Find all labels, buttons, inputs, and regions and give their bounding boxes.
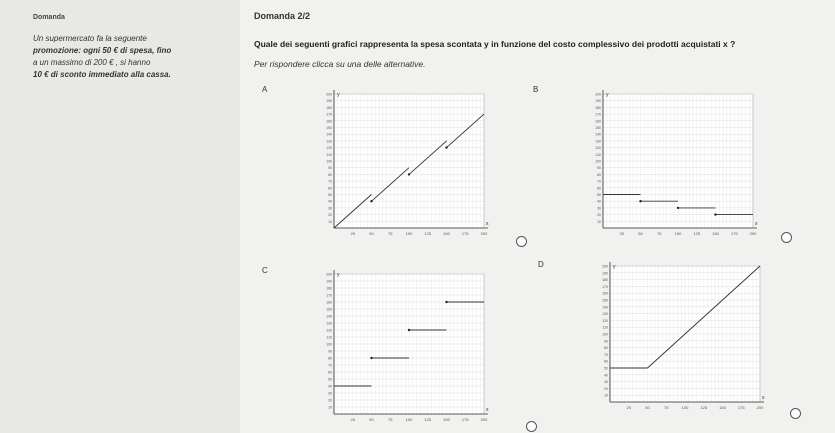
y-tick-label: 180	[326, 105, 332, 110]
y-tick-label: 180	[602, 278, 608, 283]
y-tick-label: 30	[597, 206, 601, 211]
y-tick-label: 60	[604, 359, 608, 364]
option-b-radio[interactable]	[781, 232, 792, 243]
option-a-graph[interactable]	[314, 84, 494, 244]
segment-endpoint	[408, 173, 410, 175]
y-tick-label: 80	[328, 172, 332, 177]
x-tick-label: 25	[626, 405, 631, 410]
y-tick-label: 140	[326, 132, 332, 137]
y-tick-label: 80	[597, 172, 601, 177]
x-tick-label: 200	[756, 405, 764, 410]
y-tick-label: 150	[595, 126, 601, 130]
x-tick-label: 100	[681, 405, 689, 410]
y-tick-label: 10	[328, 219, 332, 224]
y-tick-label: 20	[328, 398, 332, 403]
x-tick-label: 175	[461, 231, 469, 236]
y-tick-label: 170	[326, 112, 332, 117]
x-tick-label: 150	[712, 231, 719, 236]
chart-grid	[334, 274, 484, 414]
x-axis-label: x	[486, 221, 489, 227]
y-tick-label: 50	[328, 377, 332, 382]
y-tick-label: 130	[602, 312, 608, 317]
y-tick-label: 190	[326, 279, 332, 284]
y-tick-label: 120	[326, 146, 332, 151]
x-tick-label: 125	[693, 231, 701, 236]
y-tick-label: 180	[326, 286, 332, 291]
x-tick-label: 150	[443, 417, 450, 422]
panel-heading: Domanda	[33, 14, 65, 21]
x-tick-label: 75	[388, 417, 393, 422]
y-tick-label: 120	[602, 318, 608, 323]
x-tick-label: 50	[369, 231, 374, 236]
x-axis-label: x	[486, 407, 489, 413]
segment-endpoint	[445, 301, 447, 303]
y-axis-label: y	[337, 92, 340, 98]
question-context-panel	[0, 0, 240, 433]
x-tick-label: 125	[424, 417, 432, 422]
y-tick-label: 110	[602, 325, 608, 330]
segment-endpoint	[677, 207, 679, 209]
y-tick-label: 80	[328, 356, 332, 361]
y-tick-label: 40	[597, 199, 601, 204]
x-tick-label: 50	[645, 405, 650, 410]
y-tick-label: 20	[328, 213, 332, 218]
x-tick-label: 150	[443, 231, 450, 236]
y-tick-label: 110	[326, 335, 332, 340]
instruction-text: Per rispondere clicca su una delle alternative.	[254, 59, 426, 69]
y-tick-label: 200	[602, 264, 608, 269]
y-tick-label: 140	[602, 305, 608, 310]
option-c-graph[interactable]	[314, 264, 494, 430]
x-tick-label: 125	[424, 231, 432, 236]
x-tick-label: 25	[350, 417, 355, 422]
y-tick-label: 30	[604, 380, 608, 385]
y-tick-label: 110	[326, 152, 332, 157]
y-tick-label: 50	[597, 193, 601, 197]
x-tick-label: 150	[719, 405, 726, 410]
y-tick-label: 90	[328, 166, 332, 171]
y-tick-label: 150	[602, 298, 608, 303]
y-tick-label: 20	[604, 386, 608, 391]
x-tick-label: 50	[638, 231, 643, 236]
option-a-radio[interactable]	[516, 236, 527, 247]
y-tick-label: 160	[595, 119, 601, 124]
x-axis-label: x	[762, 395, 765, 401]
y-tick-label: 70	[597, 179, 601, 184]
y-axis-label: y	[606, 92, 609, 98]
option-d-letter: D	[538, 260, 544, 269]
y-tick-label: 20	[597, 213, 601, 218]
y-tick-label: 100	[602, 332, 608, 337]
y-tick-label: 70	[604, 352, 608, 357]
x-tick-label: 25	[350, 231, 355, 236]
y-tick-label: 200	[326, 92, 332, 97]
y-tick-label: 60	[328, 370, 332, 375]
y-tick-label: 160	[602, 291, 608, 296]
option-c-radio[interactable]	[526, 421, 537, 432]
x-tick-label: 75	[657, 231, 662, 236]
y-tick-label: 130	[326, 321, 332, 326]
segment-endpoint	[370, 357, 372, 359]
segment-endpoint	[714, 213, 716, 215]
problem-line-3: a un massimo di 200 € , si hanno	[33, 58, 151, 67]
y-tick-label: 190	[602, 271, 608, 276]
x-tick-label: 175	[737, 405, 745, 410]
problem-line-4: 10 € di sconto immediato alla cassa.	[33, 70, 171, 79]
y-tick-label: 40	[328, 384, 332, 389]
x-tick-label: 75	[388, 231, 393, 236]
y-tick-label: 180	[595, 105, 601, 110]
problem-line-1: Un supermercato fa la seguente	[33, 34, 147, 43]
y-tick-label: 60	[597, 186, 601, 191]
x-tick-label: 175	[730, 231, 738, 236]
x-tick-label: 100	[405, 231, 413, 236]
y-tick-label: 200	[595, 92, 601, 97]
y-tick-label: 140	[326, 314, 332, 319]
question-title: Domanda 2/2	[254, 11, 311, 21]
y-tick-label: 70	[328, 179, 332, 184]
x-tick-label: 75	[664, 405, 669, 410]
x-tick-label: 175	[461, 417, 469, 422]
y-tick-label: 100	[326, 159, 332, 164]
y-tick-label: 70	[328, 363, 332, 368]
y-tick-label: 80	[604, 346, 608, 351]
x-tick-label: 200	[480, 231, 488, 236]
y-axis-label: y	[613, 264, 616, 270]
x-tick-label: 100	[674, 231, 682, 236]
x-tick-label: 125	[700, 405, 708, 410]
y-tick-label: 120	[326, 328, 332, 333]
problem-statement	[33, 33, 243, 81]
question-panel	[240, 0, 835, 433]
x-tick-label: 100	[405, 417, 413, 422]
option-d-graph[interactable]	[590, 256, 770, 418]
y-tick-label: 170	[602, 284, 608, 289]
x-axis-label: x	[755, 221, 758, 227]
problem-line-2: promozione: ogni 50 € di spesa, fino	[33, 46, 172, 55]
option-b-letter: B	[533, 85, 539, 94]
y-tick-label: 50	[328, 193, 332, 197]
y-tick-label: 40	[604, 373, 608, 378]
option-a-letter: A	[262, 85, 268, 94]
option-c-letter: C	[262, 266, 268, 275]
y-tick-label: 160	[326, 300, 332, 305]
y-axis-label: y	[337, 272, 340, 278]
y-tick-label: 140	[595, 132, 601, 137]
y-tick-label: 130	[595, 139, 601, 144]
option-d-radio[interactable]	[790, 408, 801, 419]
y-tick-label: 100	[326, 342, 332, 347]
segment-endpoint	[445, 146, 447, 148]
y-tick-label: 120	[595, 146, 601, 151]
y-tick-label: 90	[328, 349, 332, 354]
segment-endpoint	[639, 200, 641, 202]
segment-endpoint	[408, 329, 410, 331]
y-tick-label: 50	[604, 366, 608, 371]
x-tick-label: 200	[480, 417, 488, 422]
y-tick-label: 130	[326, 139, 332, 144]
y-tick-label: 190	[595, 99, 601, 104]
y-tick-label: 110	[595, 152, 601, 157]
y-tick-label: 190	[326, 99, 332, 104]
y-tick-label: 90	[597, 166, 601, 171]
segment-endpoint	[370, 200, 372, 202]
y-tick-label: 150	[326, 126, 332, 130]
y-tick-label: 160	[326, 119, 332, 124]
y-tick-label: 10	[597, 219, 601, 224]
y-tick-label: 170	[595, 112, 601, 117]
x-tick-label: 25	[619, 231, 624, 236]
y-tick-label: 200	[326, 272, 332, 277]
y-tick-label: 40	[328, 199, 332, 204]
question-text: Quale dei seguenti grafici rappresenta la spesa scontata y in funzione del costo complessivo dei prodotti acquistati x ?	[254, 39, 736, 49]
option-b-graph[interactable]	[583, 84, 763, 244]
y-tick-label: 30	[328, 206, 332, 211]
x-tick-label: 50	[369, 417, 374, 422]
y-tick-label: 30	[328, 391, 332, 396]
y-tick-label: 170	[326, 293, 332, 298]
y-tick-label: 60	[328, 186, 332, 191]
y-tick-label: 10	[604, 393, 608, 398]
y-tick-label: 150	[326, 307, 332, 312]
y-tick-label: 100	[595, 159, 601, 164]
y-tick-label: 10	[328, 405, 332, 410]
x-tick-label: 200	[749, 231, 757, 236]
y-tick-label: 90	[604, 339, 608, 344]
